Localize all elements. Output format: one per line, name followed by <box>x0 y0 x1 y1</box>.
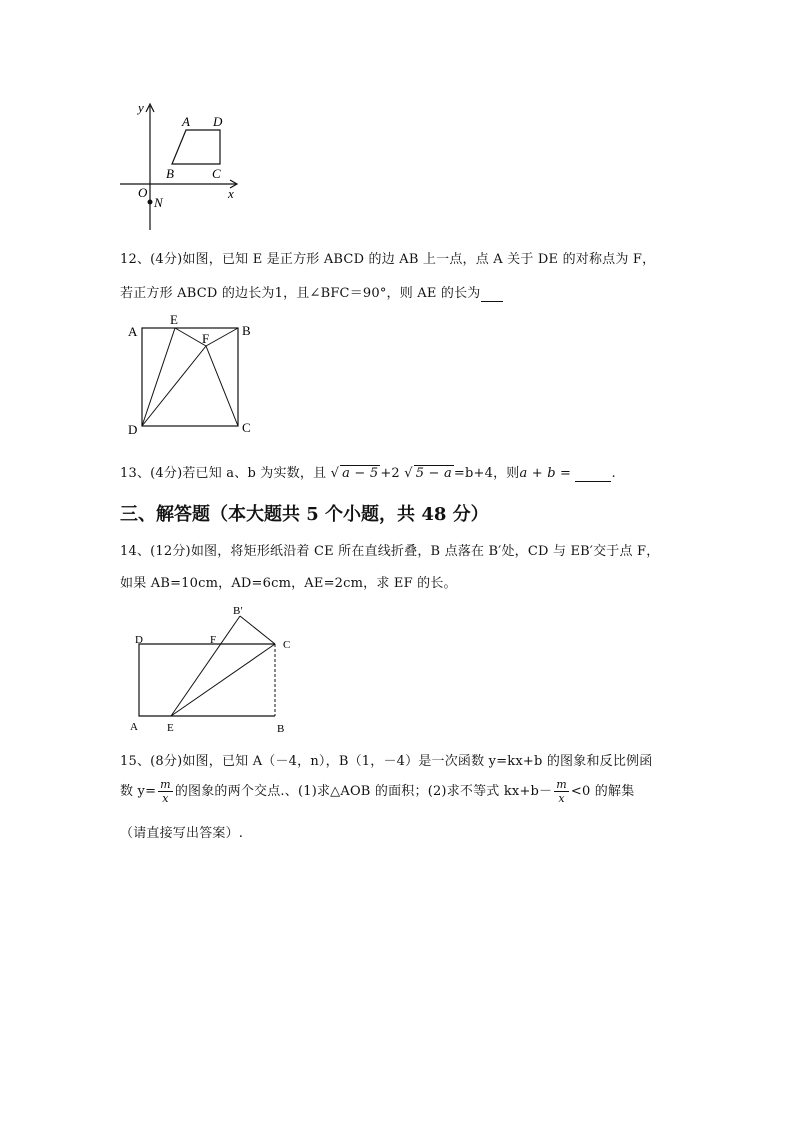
q13-pre: 13、(4分)若已知 a、b 为实数，且 <box>120 466 327 481</box>
y-label: y <box>138 100 144 115</box>
sqrt-symbol: √ <box>330 466 340 481</box>
coordinate-figure <box>112 98 247 233</box>
q13-eq: =b+4，则 <box>453 466 520 481</box>
b-label: B <box>277 723 285 735</box>
q15-line1: 15、(8分)如图，已知 A（－4，n），B（1，－4）是一次函数 y=kx+b 的图象和反比例函 <box>120 754 653 769</box>
q15-line2 <box>120 778 634 805</box>
q14-line1: 14、(12分)如图，将矩形纸沿着 CE 所在直线折叠，B 点落在 B′处，CD 与 EB′交于点 F， <box>120 544 660 559</box>
c-label: C <box>283 639 291 651</box>
section-heading: 三、解答题（本大题共 5 个小题，共 48 分） <box>120 504 489 525</box>
d-label: D <box>135 634 143 646</box>
b-prime-label: B′ <box>233 605 243 617</box>
segment-de <box>142 328 175 426</box>
segment-df <box>142 346 206 426</box>
a-label: A <box>182 114 190 129</box>
q15-line2-pre: 数 y= <box>120 784 157 799</box>
q12-answer-blank <box>481 286 503 302</box>
square-abcd <box>142 328 238 426</box>
q13-radicand1: a − 5 <box>342 466 379 481</box>
q13-expr: a + b = <box>519 466 572 481</box>
b-label: B <box>242 323 251 338</box>
e-label: E <box>170 312 178 327</box>
q12-line1: 12、(4分)如图，已知 E 是正方形 ABCD 的边 AB 上一点，点 A 关于 DE 的对称点为 F， <box>120 252 656 267</box>
segment-eb-prime <box>171 616 240 716</box>
d-label: D <box>128 422 138 437</box>
e-label: E <box>167 722 174 734</box>
q15-line2-mid: 的图象的两个交点.、(1)求△AOB 的面积；(2)求不等式 kx+b－ <box>174 784 553 799</box>
q14-line2: 如果 AB=10cm，AD=6cm，AE=2cm，求 EF 的长。 <box>120 576 457 591</box>
d-label: D <box>213 114 223 129</box>
rectangle-abcd <box>139 644 275 716</box>
q15-line3: （请直接写出答案）. <box>120 826 244 841</box>
sqrt-symbol: √ <box>404 466 413 481</box>
rectangle-fold-figure <box>125 600 300 738</box>
segment-ec <box>171 644 275 716</box>
trapezoid-abcd <box>172 130 220 164</box>
q12-line2 <box>120 282 503 302</box>
segment-b-prime-c <box>240 616 275 644</box>
fraction-m-over-x: $\frac{m}{x}$ <box>160 778 171 805</box>
origin-label: O <box>138 185 148 200</box>
n-label: N <box>154 195 163 210</box>
segment-fb <box>206 328 238 346</box>
square-figure <box>120 308 265 438</box>
a-label: A <box>128 324 138 339</box>
q13-plus2: +2 <box>380 466 400 481</box>
q13-radicand2: 5 − a <box>415 466 452 481</box>
q13-end: . <box>611 466 616 481</box>
segment-fc <box>206 346 238 426</box>
a-label: A <box>130 721 138 733</box>
f-label: F <box>210 634 217 646</box>
q12-line2-text: 若正方形 ABCD 的边长为1，且∠BFC＝90°，则 AE 的长为 <box>120 286 481 301</box>
c-label: C <box>242 420 251 435</box>
fraction-m-over-x: $\frac{m}{x}$ <box>556 778 567 805</box>
q13-answer-blank <box>575 466 611 482</box>
point-n <box>148 200 153 205</box>
q15-line2-end: <0 的解集 <box>570 784 635 799</box>
q13-line <box>120 462 616 482</box>
c-label: C <box>212 166 221 181</box>
b-label: B <box>166 166 174 181</box>
f-label: F <box>202 331 210 346</box>
x-label: x <box>228 186 234 201</box>
